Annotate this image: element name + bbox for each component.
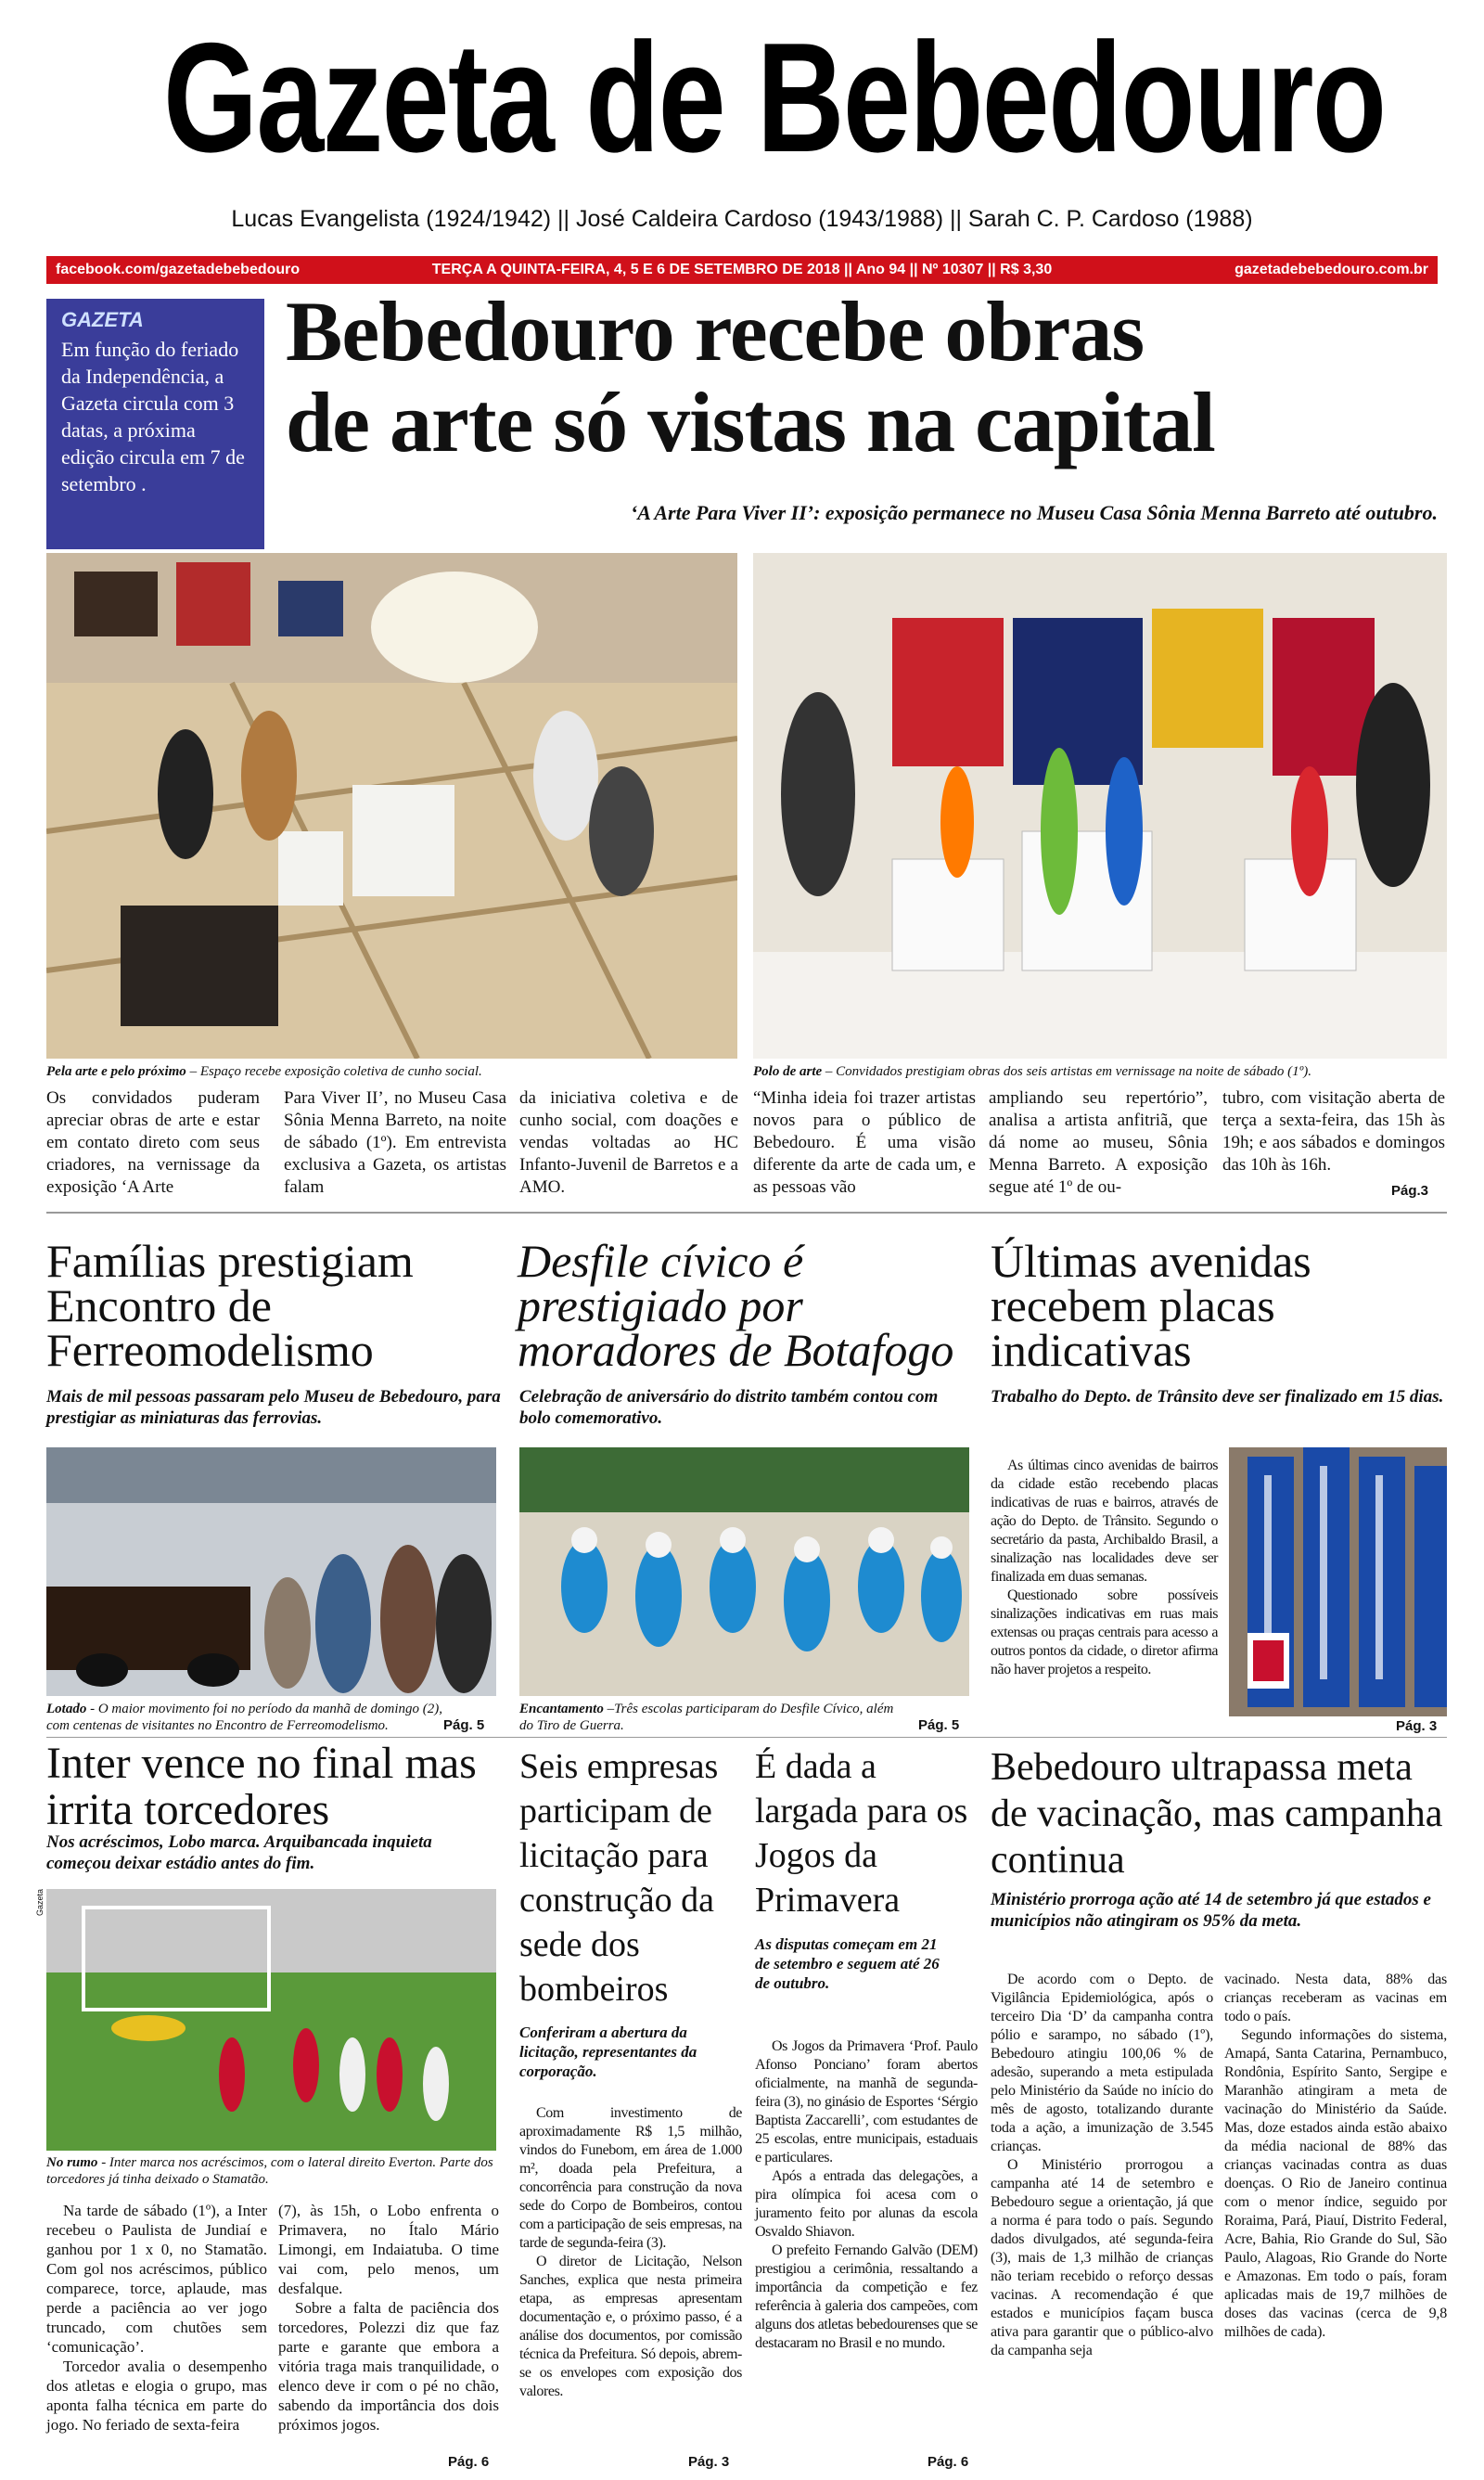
inter-caption-text: - Inter marca nos acréscimos, com o lateral direito Everton. Parte dos torcedores já tinha deixado o Stamatão. — [46, 2155, 493, 2187]
desfile-caption — [519, 1701, 909, 1734]
placas-page-ref[interactable]: Pág. 3 — [1396, 1718, 1438, 1734]
bombeiros-body-p2: O diretor de Licitação, Nelson Sanches, explica que nesta primeira etapa, as empresas apresentam documentação e, o próximo passo, é a análise dos documentos, por comissão técnica da Prefeitura. Só depois, abrem-se os envelopes com exposição dos valores. — [519, 2254, 742, 2399]
lead-caption-left — [46, 1063, 737, 1080]
parade-image — [519, 1447, 969, 1696]
bombeiros-deck: Conferiram a abertura da licitação, representantes da corporação. — [519, 2024, 697, 2080]
inter-col1-p1: Na tarde de sábado (1º), a Inter recebeu o Paulista de Jundiaí e ganhou por 1 x 0, no Stamatão. Com gol nos acréscimos, público comparece, torce, aplaude, mas perde a paciência ao ver jogo truncado, com chutões sem ‘comunicação’. — [46, 2202, 267, 2356]
vacina-headline: Bebedouro ultrapassa meta de vacinação, mas campanha continua — [991, 1746, 1443, 1882]
bombeiros-body-p1: Com investimento de aproximadamente R$ 1,5 milhão, vindos do Funebom, em área de 1.000 m², doada pela Prefeitura, a concorrência para construção da nova sede do Corpo de Bombeiros, contou com a participação de seis empresas, na tarde de segunda-feira (3). — [519, 2105, 742, 2251]
section-divider — [46, 1212, 1447, 1214]
street-signs-image — [1229, 1447, 1447, 1716]
placas-deck: Trabalho do Depto. de Trânsito deve ser finalizado em 15 dias. — [991, 1387, 1444, 1407]
ferreo-caption — [46, 1701, 454, 1734]
inter-col1-p2: Torcedor avalia o desempenho dos atletas e elogia o grupo, mas aponta falha técnica em parte do jogo. No feriado de sexta-feira — [46, 2358, 267, 2434]
jogos-deck: As disputas começam em 21 de setembro e seguem até 26 de outubro. — [755, 1935, 940, 1992]
vacina-col2-p2: Segundo informações do sistema, Amapá, Santa Catarina, Pernambuco, Rondônia, Espírito Santo, Sergipe e Maranhão atingiram a meta de vacinação do Ministério da Saúde. Mas, doze estados ainda estão abaixo da média nacional de 88% das crianças vacinadas contra as duas doenças. O Rio de Janeiro continua com o menor índice, seguido por Roraima, Pará, Piauí, Distrito Federal, Acre, Bahia, Rio Grande do Sul, São Paulo, Alagoas, Rio Grande do Norte e Amazonas. Em todo o país, foram aplicadas mais de 19,7 milhões de doses das vacinas (cerca de 9,8 milhões de cada). — [1224, 2027, 1447, 2340]
gallery-overhead-image — [46, 553, 737, 1059]
notice-label: GAZETA — [61, 308, 144, 331]
jogos-page-ref[interactable]: Pág. 6 — [928, 2454, 969, 2470]
desfile-caption-bold: Encantamento — [519, 1702, 604, 1716]
edition-date: TERÇA A QUINTA-FEIRA, 4, 5 E 6 DE SETEMBRO DE 2018 || Ano 94 || Nº 10307 || R$ 3,30 — [431, 262, 1053, 277]
inter-photo-credit: Gazeta — [35, 1889, 45, 1917]
inter-photo — [46, 1889, 496, 2151]
lead-headline-line2: de arte só vistas na capital — [286, 375, 1215, 469]
ferreo-deck: Mais de mil pessoas passaram pelo Museu de Bebedouro, para prestigiar as miniaturas das ferrovias. — [46, 1387, 501, 1428]
caption-left-bold: Pela arte e pelo próximo — [46, 1064, 186, 1079]
vacina-col2-p1: vacinado. Nesta data, 88% das crianças receberam as vacinas em todo o país. — [1224, 1972, 1447, 2024]
founders-line: Lucas Evangelista (1924/1942) || José Caldeira Cardoso (1943/1988) || Sarah C. P. Cardoso (1988) — [231, 206, 1253, 232]
jogos-body-p3: O prefeito Fernando Galvão (DEM) prestigiou a cerimônia, ressaltando a importância da competição e fez referência à galeria dos campeões, com alguns dos atletas bebedourenses que se destacaram no Brasil e no mundo. — [755, 2242, 978, 2351]
vacina-deck: Ministério prorroga ação até 14 de setembro já que estados e municípios não atingiram os 95% da meta. — [991, 1890, 1431, 1931]
jogos-body — [755, 2037, 978, 2353]
ferreo-page-ref[interactable]: Pág. 5 — [443, 1717, 485, 1733]
masthead-title: Gazeta de Bebedouro — [163, 10, 1386, 185]
vacina-col-2 — [1224, 1971, 1447, 2342]
lead-col-6: tubro, com visitação aberta de terça a sexta-feira, das 15h às 19h; e aos sábados e domingos das 10h às 16h. — [1222, 1088, 1445, 1175]
ferreo-headline: Famílias prestigiam Encontro de Ferreomodelismo — [46, 1235, 414, 1376]
bombeiros-page-ref[interactable]: Pág. 3 — [688, 2454, 730, 2470]
vacina-col-1 — [991, 1971, 1213, 2360]
lead-headline-line1: Bebedouro recebe obras — [286, 284, 1145, 379]
caption-right-bold: Polo de arte — [753, 1064, 823, 1079]
desfile-caption-text: –Três escolas participaram do Desfile Cívico, além do Tiro de Guerra. — [519, 1702, 894, 1733]
inter-col-1 — [46, 2201, 267, 2435]
notice-box — [46, 299, 264, 549]
lead-headline — [286, 286, 1445, 468]
facebook-link[interactable]: facebook.com/gazetadebebedouro — [56, 262, 301, 277]
ferreo-caption-bold: Lotado — [46, 1702, 87, 1716]
desfile-deck: Celebração de aniversário do distrito também contou com bolo comemorativo. — [519, 1387, 939, 1428]
inter-headline: Inter vence no final mas irrita torcedores — [46, 1739, 477, 1834]
placas-headline: Últimas avenidas recebem placas indicativas — [991, 1235, 1311, 1376]
lead-col-5: ampliando seu repertório”, analisa a artista anfitriã, que dá nome ao museu, Sônia Menna Barreto. A exposição segue até 1º de ou- — [989, 1088, 1208, 1197]
inter-col2-p2: Sobre a falta de paciência dos torcedores, Polezzi diz que faz parte e garante que embora a vitória traga mais tranquilidade, o elenco deve ir com o pé no chão, sabendo da importância dos dois próximos jogos. — [278, 2299, 499, 2434]
lead-col-4: “Minha ideia foi trazer artistas novos para o público de Bebedouro. É uma visão diferente da arte de cada um, e as pessoas vão — [753, 1088, 976, 1197]
ferreo-caption-text: - O maior movimento foi no período da manhã de domingo (2), com centenas de visitantes no Encontro de Ferreomodelismo. — [46, 1702, 443, 1733]
vacina-col1-p1: De acordo com o Depto. de Vigilância Epidemiológica, após o terceiro Dia ‘D’ da campanha contra pólio e sarampo, no sábado (1º), Bebedouro atingiu 100,06 % de adesão, superando a meta estipulada pelo Ministério da Saúde no início do mês de agosto, totalizando durante toda a ação, a imunização de 3.545 crianças. — [991, 1972, 1213, 2154]
caption-right-text: – Convidados prestigiam obras dos seis artistas em vernissage na noite de sábado (1º). — [822, 1064, 1311, 1079]
desfile-headline: Desfile cívico é prestigiado por moradores de Botafogo — [518, 1235, 954, 1376]
train-museum-image — [46, 1447, 496, 1696]
lead-caption-right — [753, 1063, 1447, 1080]
bombeiros-headline: Seis empresas participam de licitação para construção da sede dos bombeiros — [519, 1747, 719, 2009]
desfile-photo — [519, 1447, 969, 1696]
lead-col-1: Os convidados puderam apreciar obras de arte e estar em contato direto com seus criadores, na vernissage da exposição ‘A Arte — [46, 1088, 260, 1197]
jogos-body-p1: Os Jogos da Primavera ‘Prof. Paulo Afonso Ponciano’ foram abertos oficialmente, na manhã de segunda-feira (3), no ginásio de Esportes ‘Sérgio Baptista Zaccarelli’, com estudantes de 25 escolas, entre municipais, estaduais e particulares. — [755, 2038, 978, 2165]
placas-body-p1: As últimas cinco avenidas de bairros da cidade estão recebendo placas indicativas de ruas e bairros, através de ação do Depto. de Trânsito. Segundo o secretário da pasta, Archibaldo Brasil, a sinalização nas localidades deve ser finalizada em duas semanas. — [991, 1458, 1218, 1585]
inter-col2-p1: (7), às 15h, o Lobo enfrenta o Primavera, no Ítalo Mário Limongi, em Indaiatuba. O time vai com, pelo menos, um desfalque. — [278, 2202, 499, 2297]
lead-photo-right — [753, 553, 1447, 1059]
placas-body-p2: Questionado sobre possíveis sinalizações indicativas em ruas mais extensas ou praças centrais para acesso a outros pontos da cidade, o diretor afirma não haver projetos a respeito. — [991, 1587, 1218, 1677]
jogos-headline: É dada a largada para os Jogos da Primavera — [755, 1747, 968, 1920]
ferreo-photo — [46, 1447, 496, 1696]
inter-col-2 — [278, 2201, 499, 2435]
edition-bar — [46, 256, 1438, 284]
section-divider-2 — [46, 1737, 1447, 1738]
vacina-col1-p2: O Ministério prorrogou a campanha até 14 de setembro e Bebedouro segue a orientação, já que a norma é para todo o país. Segundo dados divulgados, até segunda-feira (3), mais de 1,3 milhão de crianças não teriam recebido o reforço dessas vacinas. A recomendação é que estados e municípios façam busca ativa para garantir que o público-alvo da campanha seja — [991, 2157, 1213, 2358]
site-link[interactable]: gazetadebebedouro.com.br — [1235, 262, 1428, 277]
lead-photo-left — [46, 553, 737, 1059]
lead-subhead: ‘A Arte Para Viver II’: exposição permanece no Museu Casa Sônia Menna Barreto até outubro. — [630, 501, 1438, 524]
lead-page-ref[interactable]: Pág.3 — [1391, 1183, 1429, 1199]
inter-caption — [46, 2154, 496, 2188]
football-match-image — [46, 1889, 496, 2151]
desfile-page-ref[interactable]: Pág. 5 — [918, 1717, 960, 1733]
jogos-body-p2: Após a entrada das delegações, a pira olímpica foi acesa com o juramento feito por alunas da escola Osvaldo Shiavon. — [755, 2168, 978, 2240]
gallery-sculptures-image — [753, 553, 1447, 1059]
inter-page-ref[interactable]: Pág. 6 — [448, 2454, 490, 2470]
placas-body — [991, 1457, 1218, 1679]
inter-deck: Nos acréscimos, Lobo marca. Arquibancada inquieta começou deixar estádio antes do fim. — [46, 1832, 432, 1873]
lead-col-2: Para Viver II’, no Museu Casa Sônia Menna Barreto, na noite de sábado (1º). Em entrevista exclusiva a Gazeta, os artistas falam — [284, 1088, 506, 1197]
lead-col-3: da iniciativa coletiva e de cunho social, com doações e vendas voltadas ao HC Infanto-Juvenil de Barretos e a AMO. — [519, 1088, 738, 1197]
caption-left-text: – Espaço recebe exposição coletiva de cunho social. — [186, 1064, 482, 1079]
notice-text: Em função do feriado da Independência, a Gazeta circula com 3 datas, a próxima edição circula em 7 de setembro . — [61, 338, 245, 495]
placas-photo — [1229, 1447, 1447, 1716]
bombeiros-body — [519, 2104, 742, 2401]
inter-caption-bold: No rumo — [46, 2155, 98, 2170]
